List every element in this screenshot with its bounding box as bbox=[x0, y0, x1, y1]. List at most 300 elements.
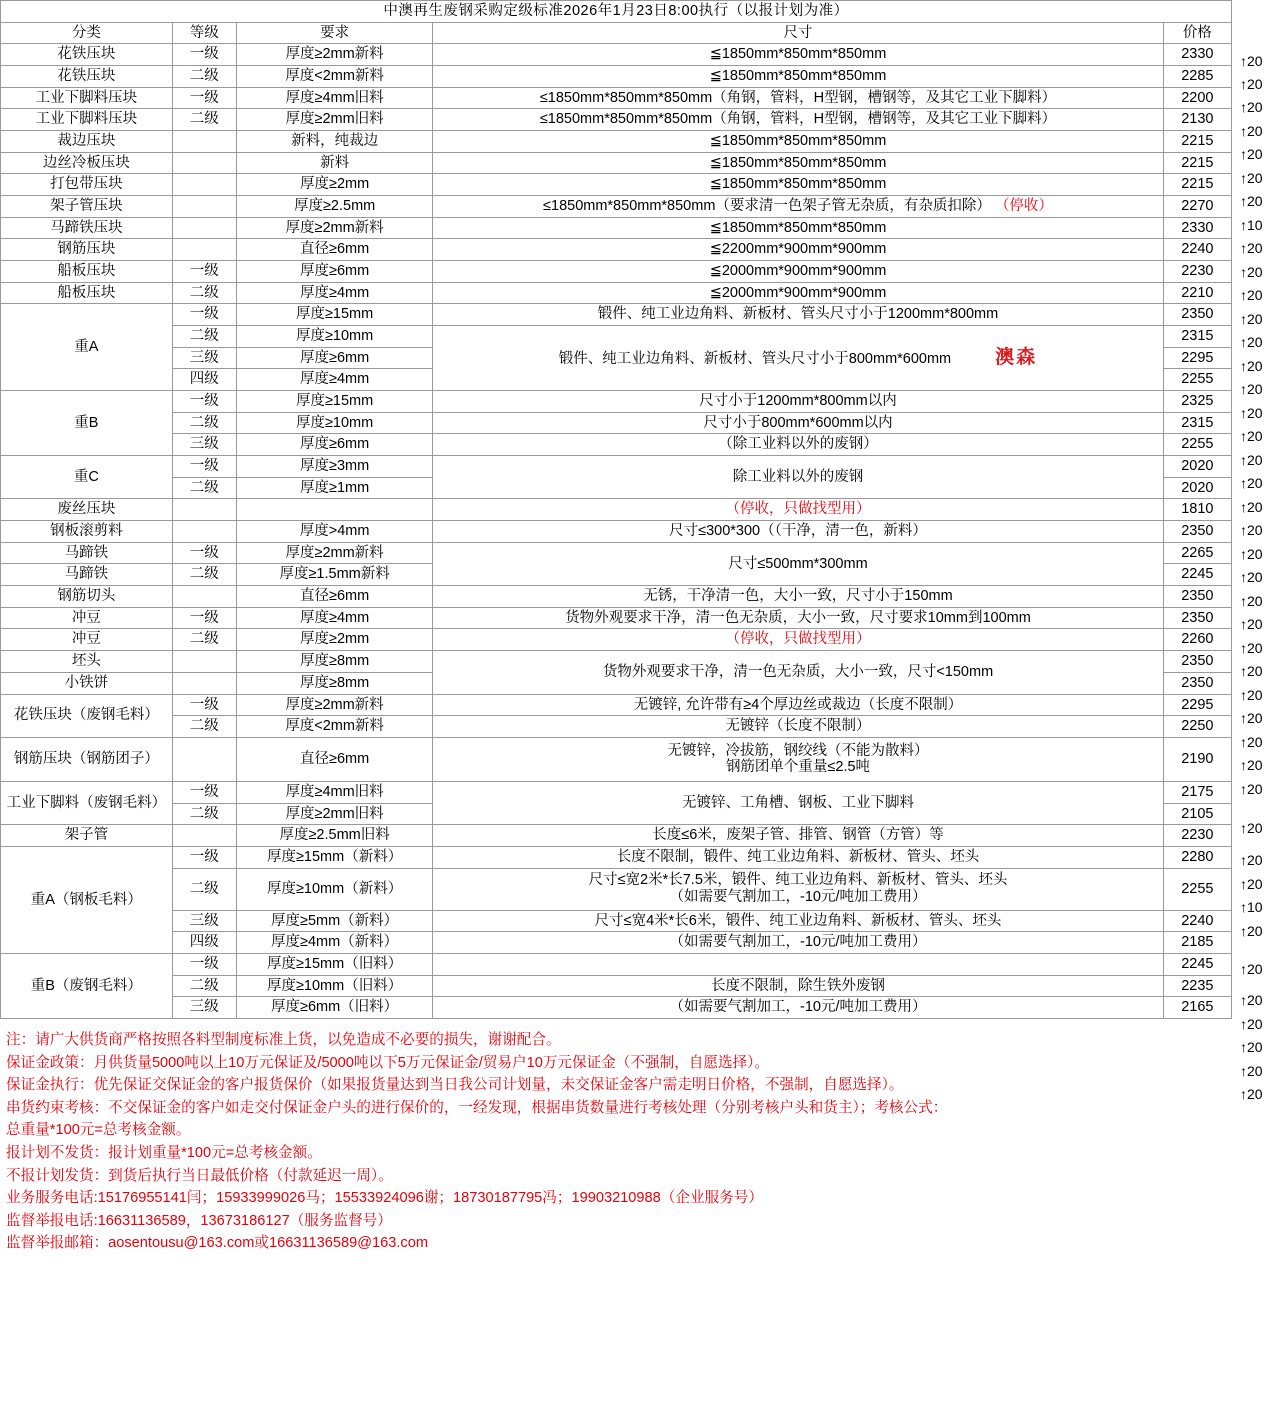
cell-grade: 二级 bbox=[172, 477, 236, 499]
cell-requirement: 厚度≥6mm（旧料） bbox=[236, 997, 433, 1019]
note-line: 注：请广大供货商严格按照各料型制度标准上货，以免造成不必要的损失，谢谢配合。 bbox=[6, 1031, 561, 1048]
cell-grade bbox=[172, 586, 236, 608]
size-line-2: （如需要气割加工，-10元/吨加工费用） bbox=[669, 889, 927, 906]
cell-grade: 三级 bbox=[172, 347, 236, 369]
cell-category: 马蹄铁 bbox=[1, 542, 173, 564]
cell-grade: 一级 bbox=[172, 846, 236, 868]
cell-price: 2260 bbox=[1163, 629, 1231, 651]
cell-price: 2250 bbox=[1163, 716, 1231, 738]
cell-size: ≤1850mm*850mm*850mm（角钢，管料，H型钢，槽钢等，及其它工业下脚料） bbox=[433, 109, 1163, 131]
cell-price: 2350 bbox=[1163, 304, 1231, 326]
note-line: 报计划不发货：报计划重量*100元=总考核金额。 bbox=[6, 1144, 322, 1161]
cell-size: 除工业料以外的废钢 bbox=[433, 456, 1163, 499]
cell-size: 无镀锌、工角槽、钢板、工业下脚料 bbox=[433, 781, 1163, 824]
cell-size: ≦1850mm*850mm*850mm bbox=[433, 131, 1163, 153]
cell-price: 2215 bbox=[1163, 152, 1231, 174]
table-row bbox=[1, 217, 1232, 239]
cell-requirement: 厚度≥2.5mm旧料 bbox=[236, 825, 433, 847]
cell-requirement: 新料 bbox=[236, 152, 433, 174]
cell-grade: 二级 bbox=[172, 975, 236, 997]
page-title: 中澳再生废钢采购定级标准2026年1月23日8:00执行（以报计划为准） bbox=[1, 1, 1232, 23]
cell-requirement: 厚度≥10mm bbox=[236, 326, 433, 348]
cell-price: 2215 bbox=[1163, 131, 1231, 153]
cell-requirement: 厚度≥5mm（新料） bbox=[236, 910, 433, 932]
cell-size: （除工业料以外的废钢） bbox=[433, 434, 1163, 456]
cell-price: 2255 bbox=[1163, 868, 1231, 910]
table-row bbox=[1, 825, 1232, 847]
cell-requirement: 厚度≥2mm bbox=[236, 629, 433, 651]
cell-price: 2315 bbox=[1163, 412, 1231, 434]
cell-category: 边丝冷板压块 bbox=[1, 152, 173, 174]
cell-category: 船板压块 bbox=[1, 261, 173, 283]
stop-notice: （停收） bbox=[994, 198, 1053, 215]
cell-category: 钢筋压块（钢筋团子） bbox=[1, 737, 173, 781]
table-row bbox=[1, 846, 1232, 868]
cell-grade: 二级 bbox=[172, 412, 236, 434]
cell-price: 2235 bbox=[1163, 975, 1231, 997]
cell-requirement: 厚度≥4mm bbox=[236, 607, 433, 629]
cell-requirement: 新料，纯裁边 bbox=[236, 131, 433, 153]
cell-price: 2255 bbox=[1163, 434, 1231, 456]
arrow-indicator: ↑20 bbox=[1240, 522, 1263, 538]
cell-grade: 二级 bbox=[172, 109, 236, 131]
cell-price: 2330 bbox=[1163, 217, 1231, 239]
cell-grade bbox=[172, 672, 236, 694]
cell-grade: 一级 bbox=[172, 694, 236, 716]
cell-grade: 一级 bbox=[172, 304, 236, 326]
cell-grade: 一级 bbox=[172, 456, 236, 478]
cell-price: 2255 bbox=[1163, 369, 1231, 391]
cell-size: 尺寸小于1200mm*800mm以内 bbox=[433, 391, 1163, 413]
arrow-indicator: ↑20 bbox=[1240, 99, 1263, 115]
cell-grade: 一级 bbox=[172, 44, 236, 66]
col-size: 尺寸 bbox=[433, 22, 1163, 44]
note-line: 监督举报邮箱：aosentousu@163.com或16631136589@163.com bbox=[6, 1235, 428, 1252]
cell-requirement: 厚度≥2.5mm bbox=[236, 196, 433, 218]
cell-price: 2245 bbox=[1163, 564, 1231, 586]
cell-grade bbox=[172, 196, 236, 218]
arrow-indicator: ↑20 bbox=[1240, 452, 1263, 468]
arrow-indicator: ↑20 bbox=[1240, 1039, 1263, 1055]
cell-grade bbox=[172, 737, 236, 781]
cell-size: ≤1850mm*850mm*850mm（角钢，管料，H型钢，槽钢等，及其它工业下脚料） bbox=[433, 87, 1163, 109]
table-row bbox=[1, 868, 1232, 910]
cell-price: 2330 bbox=[1163, 44, 1231, 66]
note-line: 业务服务电话:15176955141闫；15933999026马；15533924096谢；18730187795冯；19903210988（企业服务号） bbox=[6, 1190, 763, 1207]
cell-grade: 一级 bbox=[172, 391, 236, 413]
arrow-indicator: ↑20 bbox=[1240, 170, 1263, 186]
cell-price: 2350 bbox=[1163, 651, 1231, 673]
cell-requirement: 厚度>4mm bbox=[236, 521, 433, 543]
cell-requirement: 厚度≥6mm bbox=[236, 434, 433, 456]
cell-size: 货物外观要求干净，清一色无杂质，大小一致，尺寸<150mm bbox=[433, 651, 1163, 694]
cell-size bbox=[433, 953, 1163, 975]
cell-size bbox=[433, 868, 1163, 910]
table-row bbox=[1, 391, 1232, 413]
cell-size: （停收，只做找型用） bbox=[433, 499, 1163, 521]
cell-price: 2210 bbox=[1163, 282, 1231, 304]
note-line: 不报计划发货：到货后执行当日最低价格（付款延迟一周）。 bbox=[6, 1167, 393, 1184]
arrow-indicator: ↑20 bbox=[1240, 311, 1263, 327]
arrow-indicator: ↑20 bbox=[1240, 499, 1263, 515]
cell-price: 2325 bbox=[1163, 391, 1231, 413]
cell-requirement: 厚度≥4mm旧料 bbox=[236, 87, 433, 109]
cell-category: 马蹄铁 bbox=[1, 564, 173, 586]
cell-grade: 一级 bbox=[172, 781, 236, 803]
table-row bbox=[1, 109, 1232, 131]
size-line-1: 无镀锌，冷拔筋，钢绞线（不能为散料） bbox=[667, 742, 929, 759]
table-row bbox=[1, 932, 1232, 954]
cell-price: 2185 bbox=[1163, 932, 1231, 954]
arrow-indicator: ↑20 bbox=[1240, 781, 1263, 797]
arrow-indicator: ↑20 bbox=[1240, 852, 1263, 868]
arrow-indicator: ↑20 bbox=[1240, 640, 1263, 656]
arrow-indicator: ↑20 bbox=[1240, 123, 1263, 139]
cell-requirement bbox=[236, 499, 433, 521]
table-row bbox=[1, 152, 1232, 174]
arrow-indicator: ↑20 bbox=[1240, 475, 1263, 491]
cell-grade: 二级 bbox=[172, 803, 236, 825]
cell-grade: 四级 bbox=[172, 369, 236, 391]
cell-price: 2200 bbox=[1163, 87, 1231, 109]
arrow-indicator: ↑20 bbox=[1240, 569, 1263, 585]
arrow-indicator: ↑20 bbox=[1240, 593, 1263, 609]
table-row bbox=[1, 87, 1232, 109]
cell-requirement: 厚度≥15mm（新料） bbox=[236, 846, 433, 868]
cell-requirement: 厚度≥2mm旧料 bbox=[236, 109, 433, 131]
arrow-indicator: ↑20 bbox=[1240, 193, 1263, 209]
cell-grade bbox=[172, 499, 236, 521]
cell-requirement: 厚度≥4mm（新料） bbox=[236, 932, 433, 954]
cell-category: 钢板滚剪料 bbox=[1, 521, 173, 543]
table-row bbox=[1, 174, 1232, 196]
table-row bbox=[1, 66, 1232, 88]
cell-size: ≦2200mm*900mm*900mm bbox=[433, 239, 1163, 261]
table-row bbox=[1, 651, 1232, 673]
table-row bbox=[1, 326, 1232, 348]
cell-requirement: 厚度≥4mm bbox=[236, 369, 433, 391]
cell-requirement: 厚度<2mm新料 bbox=[236, 716, 433, 738]
table-row bbox=[1, 456, 1232, 478]
table-row bbox=[1, 304, 1232, 326]
cell-category: 花铁压块 bbox=[1, 44, 173, 66]
cell-size: 长度不限制，除生铁外废钢 bbox=[433, 975, 1163, 997]
arrow-indicator: ↑20 bbox=[1240, 820, 1263, 836]
arrow-indicator: ↑20 bbox=[1240, 264, 1263, 280]
cell-requirement: 直径≥6mm bbox=[236, 239, 433, 261]
arrow-indicator: ↑20 bbox=[1240, 358, 1263, 374]
cell-price: 2315 bbox=[1163, 326, 1231, 348]
cell-requirement: 厚度≥6mm bbox=[236, 347, 433, 369]
table-row bbox=[1, 716, 1232, 738]
cell-requirement: 厚度≥2mm新料 bbox=[236, 694, 433, 716]
arrow-indicator: ↑20 bbox=[1240, 334, 1263, 350]
col-requirement: 要求 bbox=[236, 22, 433, 44]
note-line: 监督举报电话:16631136589，13673186127（服务监督号） bbox=[6, 1212, 392, 1229]
note-line: 总重量*100元=总考核金额。 bbox=[6, 1122, 191, 1139]
cell-grade: 二级 bbox=[172, 629, 236, 651]
arrow-indicator: ↑20 bbox=[1240, 687, 1263, 703]
cell-size: 尺寸≤500mm*300mm bbox=[433, 542, 1163, 585]
cell-category: 重B bbox=[1, 391, 173, 456]
cell-price: 2240 bbox=[1163, 910, 1231, 932]
cell-category: 工业下脚料压块 bbox=[1, 87, 173, 109]
cell-category: 花铁压块 bbox=[1, 66, 173, 88]
cell-size: 尺寸≤300*300（（干净，清一色，新料） bbox=[433, 521, 1163, 543]
cell-price: 2215 bbox=[1163, 174, 1231, 196]
cell-size bbox=[433, 196, 1163, 218]
cell-category: 花铁压块（废钢毛料） bbox=[1, 694, 173, 737]
arrow-indicator: ↑20 bbox=[1240, 76, 1263, 92]
arrow-indicator: ↑20 bbox=[1240, 663, 1263, 679]
cell-requirement: 厚度≥6mm bbox=[236, 261, 433, 283]
cell-grade bbox=[172, 152, 236, 174]
table-row bbox=[1, 521, 1232, 543]
cell-requirement: 厚度≥10mm bbox=[236, 412, 433, 434]
arrow-indicator: ↑20 bbox=[1240, 1016, 1263, 1032]
arrow-indicator: ↑20 bbox=[1240, 1086, 1263, 1102]
cell-requirement: 直径≥6mm bbox=[236, 586, 433, 608]
table-row bbox=[1, 586, 1232, 608]
cell-size bbox=[433, 326, 1163, 391]
table-row bbox=[1, 607, 1232, 629]
cell-grade: 二级 bbox=[172, 66, 236, 88]
cell-size: ≦2000mm*900mm*900mm bbox=[433, 261, 1163, 283]
cell-size: 无锈，干净清一色，大小一致，尺寸小于150mm bbox=[433, 586, 1163, 608]
cell-category: 工业下脚料（废钢毛料） bbox=[1, 781, 173, 824]
cell-grade: 二级 bbox=[172, 326, 236, 348]
cell-grade: 一级 bbox=[172, 261, 236, 283]
table-row bbox=[1, 196, 1232, 218]
cell-requirement: 厚度≥2mm新料 bbox=[236, 217, 433, 239]
cell-size: 货物外观要求干净，清一色无杂质，大小一致，尺寸要求10mm到100mm bbox=[433, 607, 1163, 629]
price-change-arrows bbox=[1236, 53, 1279, 1110]
cell-category: 废丝压块 bbox=[1, 499, 173, 521]
cell-price: 2270 bbox=[1163, 196, 1231, 218]
cell-category: 重A（钢板毛料） bbox=[1, 846, 173, 953]
cell-size bbox=[433, 737, 1163, 781]
cell-category: 工业下脚料压块 bbox=[1, 109, 173, 131]
table-row bbox=[1, 542, 1232, 564]
cell-size: ≦1850mm*850mm*850mm bbox=[433, 44, 1163, 66]
arrow-indicator: ↑20 bbox=[1240, 992, 1263, 1008]
cell-price: 2295 bbox=[1163, 347, 1231, 369]
cell-requirement: 厚度≥1.5mm新料 bbox=[236, 564, 433, 586]
cell-price: 2350 bbox=[1163, 521, 1231, 543]
cell-category: 船板压块 bbox=[1, 282, 173, 304]
arrow-indicator: ↑20 bbox=[1240, 757, 1263, 773]
table-row bbox=[1, 781, 1232, 803]
cell-size: ≦1850mm*850mm*850mm bbox=[433, 174, 1163, 196]
cell-size: 锻件、纯工业边角料、新板材、管头尺寸小于1200mm*800mm bbox=[433, 304, 1163, 326]
cell-grade: 一级 bbox=[172, 542, 236, 564]
arrow-indicator: ↑20 bbox=[1240, 710, 1263, 726]
cell-grade bbox=[172, 825, 236, 847]
cell-size: 尺寸≤宽4米*长6米，锻件、纯工业边角料、新板材、管头、坯头 bbox=[433, 910, 1163, 932]
cell-price: 2280 bbox=[1163, 846, 1231, 868]
cell-requirement: 厚度≥2mm bbox=[236, 174, 433, 196]
cell-requirement: 厚度≥4mm旧料 bbox=[236, 781, 433, 803]
cell-category: 重A bbox=[1, 304, 173, 391]
arrow-indicator: ↑20 bbox=[1240, 405, 1263, 421]
cell-price: 2240 bbox=[1163, 239, 1231, 261]
arrow-indicator: ↑20 bbox=[1240, 381, 1263, 397]
table-row bbox=[1, 629, 1232, 651]
cell-size: 长度≤6米，废架子管、排管、钢管（方管）等 bbox=[433, 825, 1163, 847]
note-line: 保证金执行：优先保证交保证金的客户报货保价（如果报货量达到当日我公司计划量，未交保证金客户需走明日价格，不强制，自愿选择）。 bbox=[6, 1077, 904, 1094]
col-grade: 等级 bbox=[172, 22, 236, 44]
table-row bbox=[1, 412, 1232, 434]
cell-requirement: 厚度≥2mm新料 bbox=[236, 542, 433, 564]
cell-category: 钢筋压块 bbox=[1, 239, 173, 261]
cell-requirement: 厚度≥1mm bbox=[236, 477, 433, 499]
cell-requirement: 厚度≥2mm新料 bbox=[236, 44, 433, 66]
arrow-indicator: ↑20 bbox=[1240, 428, 1263, 444]
note-line: 串货约束考核：不交保证金的客户如走交付保证金户头的进行保价的，一经发现，根据串货数量进行考核处理（分别考核户头和货主）；考核公式： bbox=[6, 1099, 948, 1116]
table-row bbox=[1, 499, 1232, 521]
cell-requirement: 厚度≥15mm bbox=[236, 391, 433, 413]
cell-category: 马蹄铁压块 bbox=[1, 217, 173, 239]
cell-price: 2020 bbox=[1163, 477, 1231, 499]
col-price: 价格 bbox=[1163, 22, 1231, 44]
cell-category: 冲豆 bbox=[1, 629, 173, 651]
cell-requirement: 厚度≥4mm bbox=[236, 282, 433, 304]
note-line: 保证金政策：月供货量5000吨以上10万元保证及/5000吨以下5万元保证金/贸易户10万元保证金（不强制，自愿选择）。 bbox=[6, 1054, 770, 1071]
cell-size: 长度不限制，锻件、纯工业边角料、新板材、管头、坯头 bbox=[433, 846, 1163, 868]
cell-grade: 二级 bbox=[172, 716, 236, 738]
arrow-indicator: ↑10 bbox=[1240, 899, 1263, 915]
cell-grade bbox=[172, 239, 236, 261]
arrow-indicator: ↑20 bbox=[1240, 546, 1263, 562]
cell-size: ≦1850mm*850mm*850mm bbox=[433, 152, 1163, 174]
cell-grade bbox=[172, 521, 236, 543]
size-text: 锻件、纯工业边角料、新板材、管头尺寸小于800mm*600mm bbox=[558, 351, 952, 368]
cell-price: 2285 bbox=[1163, 66, 1231, 88]
cell-grade: 二级 bbox=[172, 564, 236, 586]
cell-size: ≦1850mm*850mm*850mm bbox=[433, 217, 1163, 239]
cell-grade: 一级 bbox=[172, 953, 236, 975]
table-row bbox=[1, 997, 1232, 1019]
arrow-indicator: ↑20 bbox=[1240, 876, 1263, 892]
cell-category: 坯头 bbox=[1, 651, 173, 673]
size-line-2: 钢筋团单个重量≤2.5吨 bbox=[725, 759, 871, 776]
cell-category: 重B（废钢毛料） bbox=[1, 953, 173, 1018]
cell-category: 钢筋切头 bbox=[1, 586, 173, 608]
cell-category: 裁边压块 bbox=[1, 131, 173, 153]
cell-requirement: 厚度≥8mm bbox=[236, 672, 433, 694]
table-row bbox=[1, 261, 1232, 283]
table-row bbox=[1, 131, 1232, 153]
cell-grade bbox=[172, 131, 236, 153]
size-text: ≤1850mm*850mm*850mm（要求清一色架子管无杂质，有杂质扣除） bbox=[543, 198, 991, 215]
table-row bbox=[1, 737, 1232, 781]
cell-requirement: 厚度<2mm新料 bbox=[236, 66, 433, 88]
arrow-indicator: ↑20 bbox=[1240, 923, 1263, 939]
cell-category: 打包带压块 bbox=[1, 174, 173, 196]
cell-category: 冲豆 bbox=[1, 607, 173, 629]
table-row bbox=[1, 239, 1232, 261]
cell-price: 2350 bbox=[1163, 586, 1231, 608]
cell-requirement: 厚度≥10mm（新料） bbox=[236, 868, 433, 910]
cell-requirement: 厚度≥15mm（旧料） bbox=[236, 953, 433, 975]
cell-grade: 三级 bbox=[172, 910, 236, 932]
arrow-indicator: ↑20 bbox=[1240, 53, 1263, 69]
watermark-logo: 澳森 bbox=[995, 347, 1038, 369]
cell-price: 2175 bbox=[1163, 781, 1231, 803]
cell-category: 小铁饼 bbox=[1, 672, 173, 694]
table-row bbox=[1, 282, 1232, 304]
cell-size: 尺寸小于800mm*600mm以内 bbox=[433, 412, 1163, 434]
cell-price: 2350 bbox=[1163, 607, 1231, 629]
cell-price: 2230 bbox=[1163, 825, 1231, 847]
cell-size: （停收，只做找型用） bbox=[433, 629, 1163, 651]
cell-size: （如需要气割加工，-10元/吨加工费用） bbox=[433, 997, 1163, 1019]
cell-grade: 一级 bbox=[172, 607, 236, 629]
header-row bbox=[1, 22, 1232, 44]
cell-grade: 四级 bbox=[172, 932, 236, 954]
cell-grade: 三级 bbox=[172, 434, 236, 456]
arrow-indicator: ↑20 bbox=[1240, 616, 1263, 632]
size-line-1: 尺寸≤宽2米*长7.5米，锻件、纯工业边角料、新板材、管头、坯头 bbox=[588, 872, 1008, 889]
arrow-indicator: ↑10 bbox=[1240, 217, 1263, 233]
cell-price: 2020 bbox=[1163, 456, 1231, 478]
cell-size: （如需要气割加工，-10元/吨加工费用） bbox=[433, 932, 1163, 954]
cell-size: 无镀锌（长度不限制） bbox=[433, 716, 1163, 738]
footer-notes bbox=[0, 1019, 1279, 1263]
cell-category: 重C bbox=[1, 456, 173, 499]
table-row bbox=[1, 434, 1232, 456]
cell-grade: 二级 bbox=[172, 868, 236, 910]
cell-grade bbox=[172, 651, 236, 673]
cell-grade bbox=[172, 174, 236, 196]
arrow-indicator: ↑20 bbox=[1240, 961, 1263, 977]
table-row bbox=[1, 953, 1232, 975]
cell-requirement: 厚度≥2mm旧料 bbox=[236, 803, 433, 825]
title-row bbox=[1, 1, 1232, 23]
cell-price: 2130 bbox=[1163, 109, 1231, 131]
cell-size: 无镀锌, 允许带有≥4个厚边丝或裁边（长度不限制） bbox=[433, 694, 1163, 716]
cell-grade: 二级 bbox=[172, 282, 236, 304]
table-row bbox=[1, 910, 1232, 932]
cell-requirement: 厚度≥3mm bbox=[236, 456, 433, 478]
cell-category: 架子管 bbox=[1, 825, 173, 847]
cell-requirement: 厚度≥10mm（旧料） bbox=[236, 975, 433, 997]
arrow-indicator: ↑20 bbox=[1240, 734, 1263, 750]
arrow-indicator: ↑20 bbox=[1240, 1063, 1263, 1079]
cell-price: 2165 bbox=[1163, 997, 1231, 1019]
col-category: 分类 bbox=[1, 22, 173, 44]
table-row bbox=[1, 694, 1232, 716]
cell-requirement: 厚度≥8mm bbox=[236, 651, 433, 673]
cell-requirement: 厚度≥15mm bbox=[236, 304, 433, 326]
cell-price: 2105 bbox=[1163, 803, 1231, 825]
cell-price: 2230 bbox=[1163, 261, 1231, 283]
cell-size: ≦2000mm*900mm*900mm bbox=[433, 282, 1163, 304]
arrow-indicator: ↑20 bbox=[1240, 146, 1263, 162]
cell-price: 2295 bbox=[1163, 694, 1231, 716]
cell-grade: 三级 bbox=[172, 997, 236, 1019]
arrow-indicator: ↑20 bbox=[1240, 240, 1263, 256]
arrow-indicator: ↑20 bbox=[1240, 287, 1263, 303]
table-row bbox=[1, 975, 1232, 997]
cell-grade bbox=[172, 217, 236, 239]
cell-price: 2350 bbox=[1163, 672, 1231, 694]
cell-size: ≦1850mm*850mm*850mm bbox=[433, 66, 1163, 88]
table-row bbox=[1, 44, 1232, 66]
cell-category: 架子管压块 bbox=[1, 196, 173, 218]
cell-price: 2245 bbox=[1163, 953, 1231, 975]
cell-requirement: 直径≥6mm bbox=[236, 737, 433, 781]
